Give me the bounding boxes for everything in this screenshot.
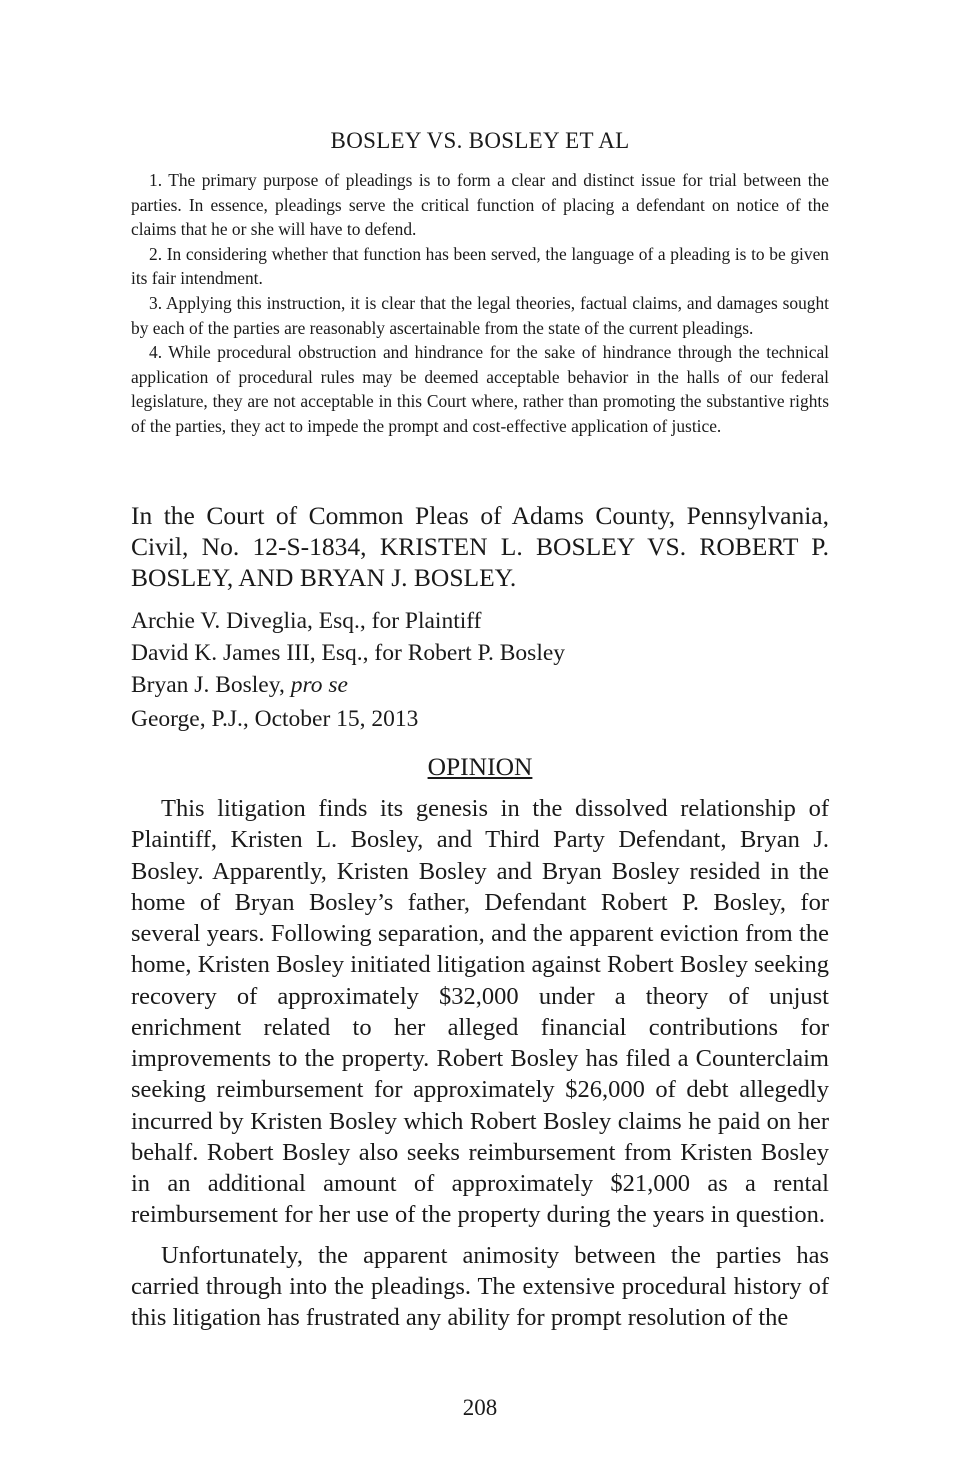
opinion-body [131,793,829,1333]
body-paragraph-1: This litigation finds its genesis in the dissolved relationship of Plaintiff, Kristen L. Bosley, and Third Party Defendant, Bryan J. Bosley. Apparently, Kristen Bosley and Bryan Bosley resided in the home of Bryan Bosley’s father, Defendant Robert P. Bosley, for several years. Following separation, and the apparent eviction from the home, Kristen Bosley initiated litigation against Robert Bosley seeking recovery of approximately $32,000 under a theory of unjust enrichment related to her alleged financial contributions for improvements to the property. Robert Bosley has filed a Counterclaim seeking reimbursement for approximately $26,000 of debt allegedly incurred by Kristen Bosley which Robert Bosley claims he paid on her behalf. Robert Bosley also seeks reimbursement from Kristen Bosley in an additional amount of approximately $21,000 as a rental reimbursement for her use of the property during the years in question. [131,795,829,1229]
third-party-name: Bryan J. Bosley, [131,672,291,698]
headnote-2: 2. In considering whether that function has been served, the language of a pleading is to be given its fair intendment. [131,243,829,289]
opinion-heading: OPINION [427,752,533,781]
headnote-1: 1. The primary purpose of pleadings is to form a clear and distinct issue for trial between the parties. In essence, pleadings serve the critical function of placing a defendant on notice of the claims that he or she will have to defend. [131,170,829,240]
running-head: BOSLEY VS. BOSLEY ET AL [330,128,630,153]
case-caption-text: In the Court of Common Pleas of Adams County, Pennsylvania, Civil, No. 12-S-1834, KRISTEN L. BOSLEY VS. ROBERT P. BOSLEY, AND BRYAN J. BOSLEY. [131,501,829,592]
page-number: 208 [462,1395,498,1420]
plaintiff-counsel: Archie V. Diveglia, Esq., for Plaintiff [131,608,482,634]
case-caption [131,500,829,593]
counsel-block [131,605,829,735]
headnotes [131,168,829,439]
headnote-3: 3. Applying this instruction, it is clear that the legal theories, factual claims, and damages sought by each of the parties are reasonably ascertainable from the state of the current pleadings. [131,292,829,338]
third-party-counsel [131,669,829,701]
judge-date: George, P.J., October 15, 2013 [131,706,419,732]
body-paragraph-2: Unfortunately, the apparent animosity between the parties has carried through into the pleadings. The extensive procedural history of this litigation has frustrated any ability for prompt resolution of the [131,1241,829,1331]
pro-se-label: pro se [290,672,348,698]
defendant-counsel: David K. James III, Esq., for Robert P. Bosley [131,640,566,666]
headnote-4: 4. While procedural obstruction and hindrance for the sake of hindrance through the technical application of procedural rules may be deemed acceptable behavior in the halls of our federal legislature, they are not acceptable in this Court where, rather than promoting the substantive rights of the parties, they act to impede the prompt and cost-effective application of justice. [131,342,829,436]
